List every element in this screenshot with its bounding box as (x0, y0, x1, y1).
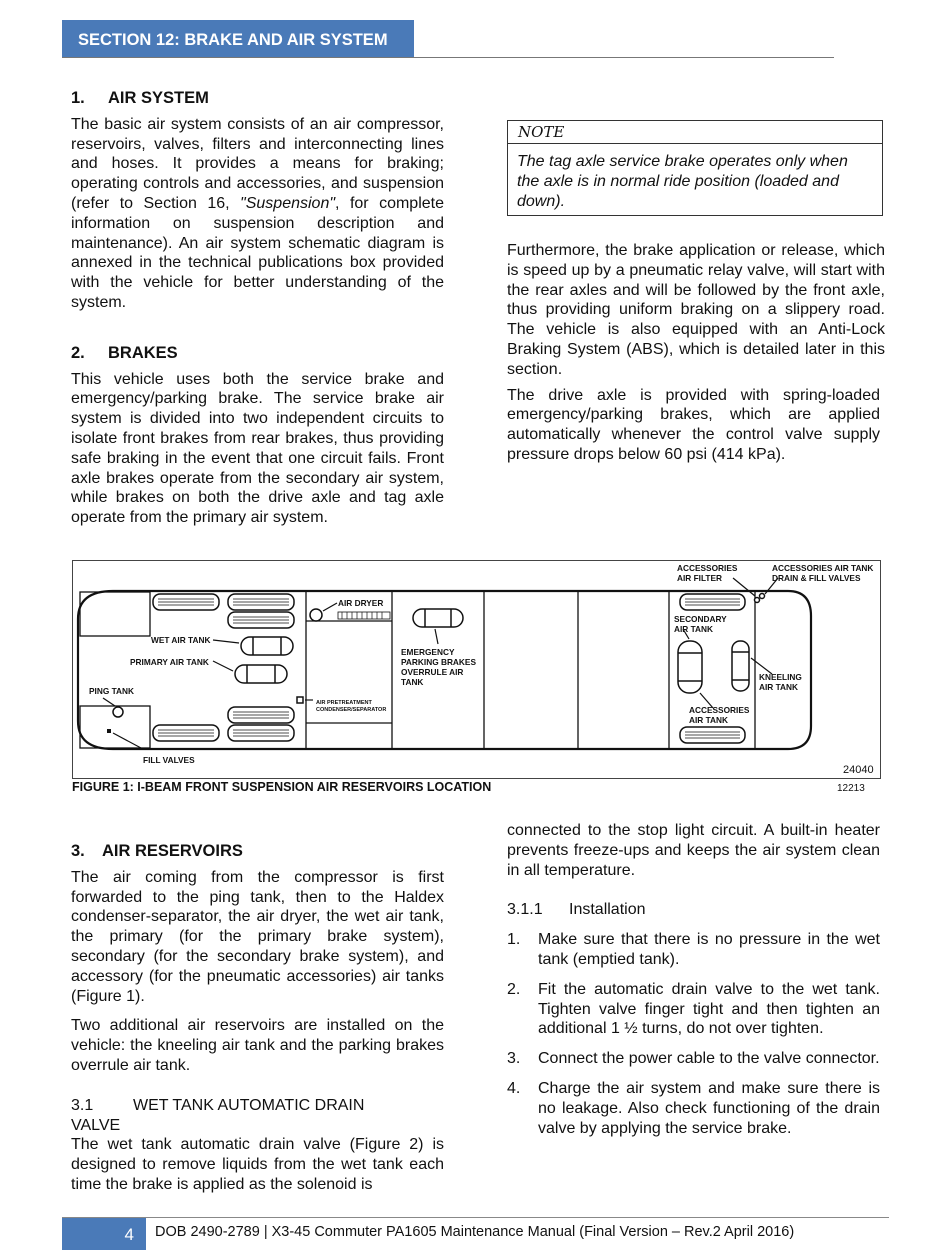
footer-doc-title: DOB 2490-2789 | X3-45 Commuter PA1605 Maintenance Manual (Final Version – Rev.2 April 2016) (155, 1224, 795, 1240)
installation-steps (507, 930, 880, 1138)
subheading-number: 3.1 (71, 1096, 94, 1114)
heading-brakes (71, 344, 444, 364)
section-header: SECTION 12: BRAKE AND AIR SYSTEM (62, 20, 414, 58)
wet-air-tank-shape (241, 637, 293, 655)
fig-label-kneeling-2: AIR TANK (759, 682, 799, 692)
suspension-reference: "Suspension" (240, 194, 336, 212)
vehicle-plan-diagram (73, 561, 882, 780)
emergency-tank-shape (413, 609, 463, 627)
note-title: NOTE (508, 121, 882, 144)
heading-title: BRAKES (108, 343, 178, 362)
fig-label-air-dryer: AIR DRYER (338, 598, 384, 608)
step-number: 1. (507, 931, 521, 949)
heater-paragraph: connected to the stop light circuit. A built-in heater prevents freeze-ups and keeps the air system clean in all temperature. (507, 822, 880, 879)
kneeling-tank-shape (732, 641, 749, 691)
heading-air-system (71, 89, 444, 109)
ping-tank-shape (113, 707, 123, 717)
fig-label-pretreat: AIR PRETREATMENT (316, 700, 372, 706)
subheading-title: Installation (569, 901, 646, 919)
step-number: 2. (507, 980, 521, 998)
step-text: Make sure that there is no pressure in the wet tank (emptied tank). (538, 931, 880, 968)
air-reservoirs-paragraph-2: Two additional air reservoirs are installed on the vehicle: the kneeling air tank and the parking brakes overrule air tank. (71, 1017, 444, 1074)
fig-label-accessories-air-filter: ACCESSORIES (677, 563, 738, 573)
fig-label-secondary: SECONDARY (674, 614, 727, 624)
header-rule (62, 57, 834, 58)
right-column-top (507, 241, 885, 465)
spring-brake-paragraph: The drive axle is provided with spring-loaded emergency/parking brakes, which are applied automatically whenever the control valve supply pressure drops below 60 psi (414 kPa). (507, 386, 880, 463)
fig-label-wet-air-tank: WET AIR TANK (151, 635, 211, 645)
step-text: Connect the power cable to the valve connector. (538, 1050, 880, 1068)
step-text: Fit the automatic drain valve to the wet tank. Tighten valve finger tight and then tighten an additional 1 ½ turns, do not over tighten. (538, 980, 880, 1038)
step-text: Charge the air system and make sure there is no leakage. Also check functioning of the drain valve by applying the service brake. (538, 1079, 880, 1137)
note-body: The tag axle service brake operates only when the axle is in normal ride position (loaded and down). (517, 153, 848, 210)
air-system-text-b: , for complete information on suspension description and maintenance). An air system schematic diagram is annexed in the technical publications box provided with the vehicle for better understanding of the system. (71, 194, 444, 311)
fig-label-pretreat-2: CONDENSER/SEPARATOR (316, 707, 387, 713)
left-column-bottom (71, 842, 444, 1195)
condenser-shape (297, 697, 303, 703)
fig-label-kneeling: KNEELING (759, 672, 802, 682)
list-item (507, 930, 880, 970)
list-item (507, 1079, 880, 1138)
heading-title: AIR SYSTEM (108, 89, 209, 107)
step-number: 3. (507, 1050, 521, 1068)
air-system-text-a: The basic air system consists of an air compressor, reservoirs, valves, filters and interconnecting lines and hoses. It provides a means for braking; operating controls and accessories, and suspension (refer to Section 16, (71, 115, 444, 212)
figure-caption: FIGURE 1: I-BEAM FRONT SUSPENSION AIR RESERVOIRS LOCATION (72, 780, 492, 794)
list-item (507, 1049, 880, 1069)
heading-number: 3. (71, 842, 85, 860)
fig-label-accessories-tank-2: AIR TANK (689, 715, 729, 725)
accessories-tank-shape (678, 641, 702, 693)
heading-title: AIR RESERVOIRS (102, 842, 243, 860)
fig-label-acc-tank-drain-2: DRAIN & FILL VALVES (772, 573, 861, 583)
subheading-installation (507, 900, 880, 920)
fig-label-secondary-2: AIR TANK (674, 624, 714, 634)
left-column-top (71, 89, 444, 528)
air-reservoirs-figure (72, 560, 881, 779)
fig-label-emergency-4: TANK (401, 677, 424, 687)
heading-number: 1. (71, 89, 85, 107)
brakes-paragraph: This vehicle uses both the service brake and emergency/parking brake. The service brake air system is divided into two independent circuits to isolate front brakes from rear brakes, thus providing safe braking in the event that one circuit fails. Front axle brakes operate from the secondary air system, while brakes on both the drive axle and tag axle operate from the primary air system. (71, 370, 444, 527)
heading-number: 2. (71, 343, 85, 362)
air-dryer-shape (310, 609, 322, 621)
subheading-title-1: WET TANK AUTOMATIC DRAIN (133, 1096, 365, 1114)
subheading-number: 3.1.1 (507, 901, 543, 919)
note-box (507, 120, 883, 216)
drain-valve-paragraph: The wet tank automatic drain valve (Figure 2) is designed to remove liquids from the wet tank each time the brake is applied as the solenoid is (71, 1136, 444, 1193)
front-compartment-top (80, 592, 150, 636)
fig-label-ping-tank: PING TANK (89, 686, 135, 696)
right-column-bottom (507, 821, 880, 1148)
fig-label-accessories-tank: ACCESSORIES (689, 705, 750, 715)
fig-label-emergency-3: OVERRULE AIR (401, 667, 464, 677)
subheading-title-2: VALVE (71, 1116, 121, 1134)
figure-number-inner: 24040 (843, 764, 874, 776)
list-item (507, 980, 880, 1039)
page-number: 4 (62, 1218, 146, 1250)
fig-label-emergency: EMERGENCY (401, 647, 455, 657)
fig-label-emergency-2: PARKING BRAKES (401, 657, 476, 667)
air-reservoirs-paragraph-1: The air coming from the compressor is first forwarded to the ping tank, then to the Haldex condenser-separator, the air dryer, the wet air tank, the primary (for the primary brake system), secondary (for the secondary brake system), and accessory (for the pneumatic accessories) air tanks (Figure 1). (71, 868, 444, 1005)
fig-label-acc-tank-drain: ACCESSORIES AIR TANK (772, 563, 874, 573)
footer-rule (62, 1217, 889, 1218)
primary-air-tank-shape (235, 665, 287, 683)
step-number: 4. (507, 1079, 521, 1097)
air-system-paragraph (71, 115, 444, 313)
fig-label-fill-valves: FILL VALVES (143, 755, 195, 765)
fig-label-primary-air-tank: PRIMARY AIR TANK (130, 657, 209, 667)
figure-number-outer: 12213 (837, 783, 865, 794)
heading-air-reservoirs (71, 842, 444, 862)
fig-label-accessories-air-filter-2: AIR FILTER (677, 573, 723, 583)
subheading-drain-valve (71, 1096, 444, 1136)
brake-application-paragraph: Furthermore, the brake application or release, which is speed up by a pneumatic relay valve, will start with the rear axles and will be followed by the front axle, thus providing uniform braking on a slippery road. The vehicle is also equipped with an Anti-Lock Braking System (ABS), which is detailed later in this section. (507, 242, 885, 378)
